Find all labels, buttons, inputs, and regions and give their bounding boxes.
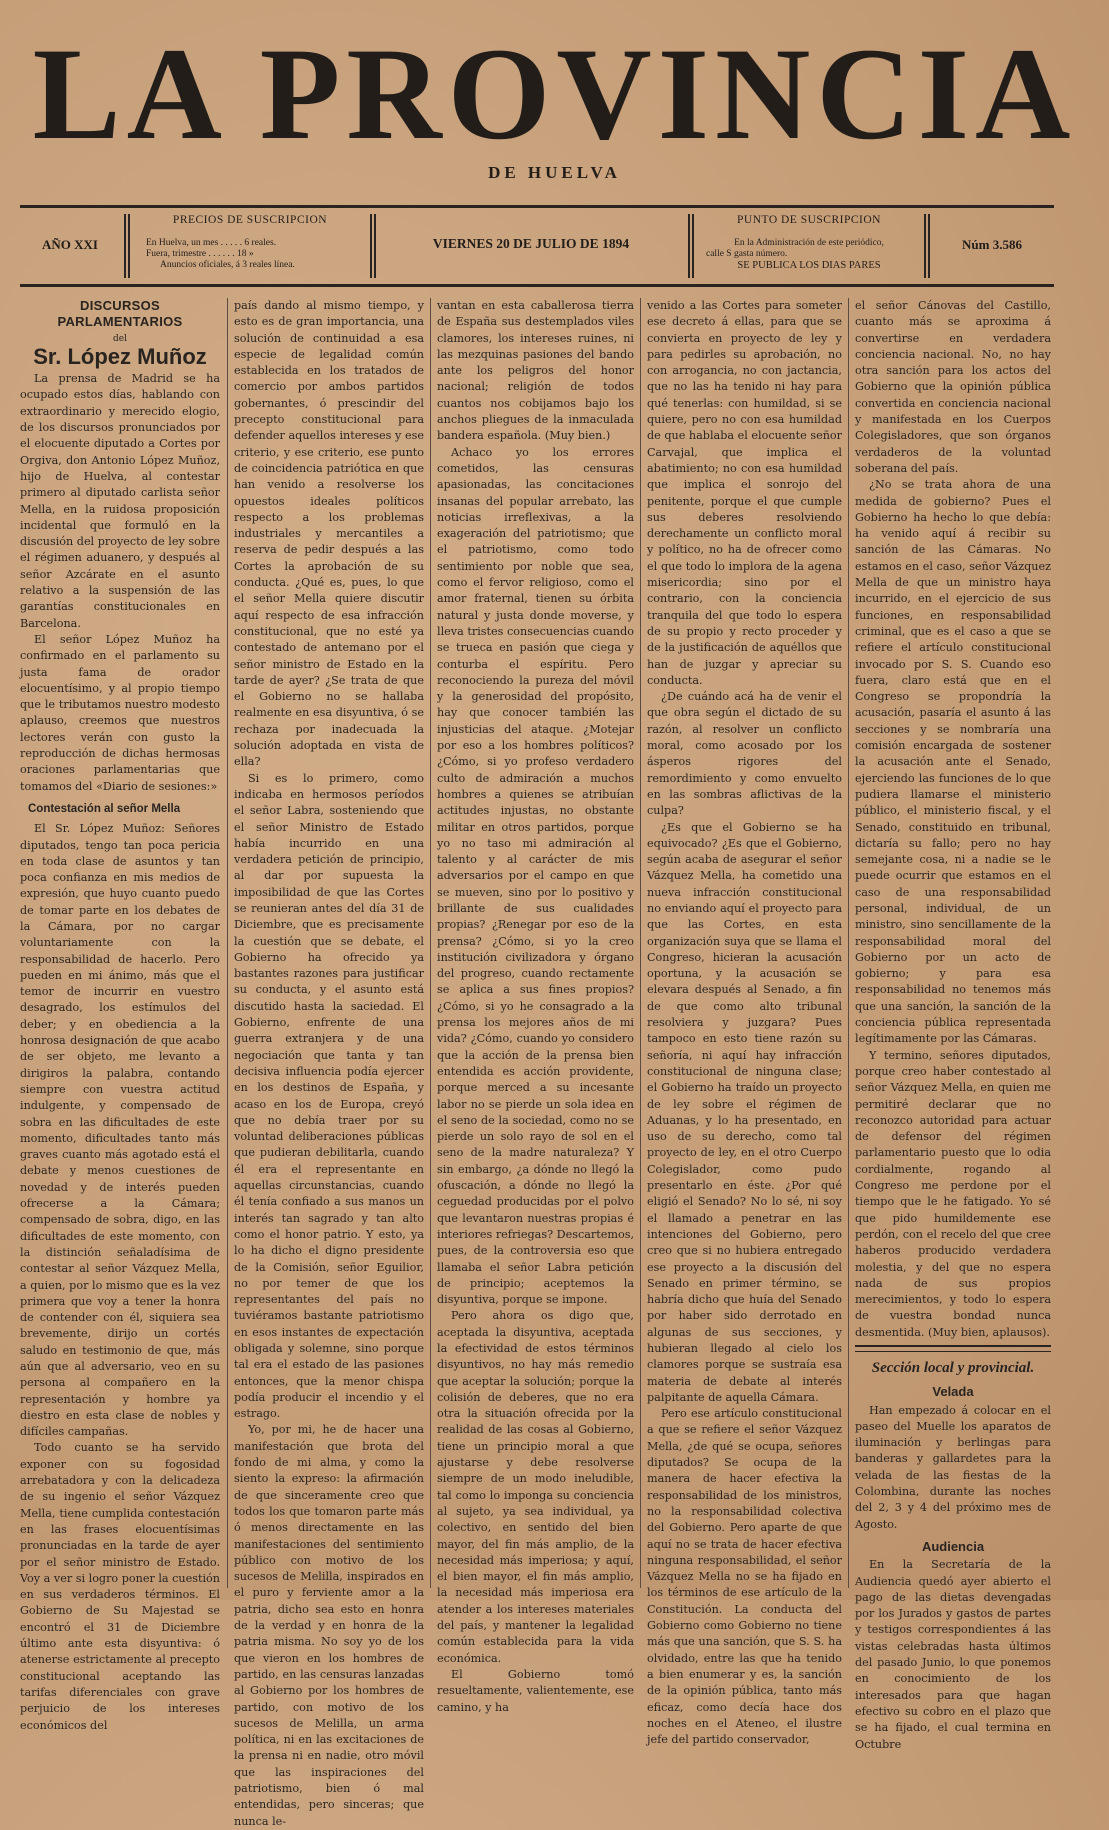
column-3 xyxy=(437,298,634,1714)
column-5 xyxy=(855,298,1051,1751)
paragraph: El Sr. López Muñoz: Señores diputados, tengo tan poca pericia en toda clase de asuntos y tan poca confianza en mis medios de expresión, que huyo cuanto puedo de tomar parte en los debates de la Cámara, por no cargar voluntariamente con la responsabilidad de hacerlo. Pero pueden en mi ánimo, más que el temor de incurrir en vuestro desagrado, los estímulos del deber; y en obediencia a la honrosa designación de que acabo de ser objeto, me levanto a dirigiros la palabra, contando siempre con vuestra actitud indulgente, y compensado de sobra en las dificultades de este momento, dificultades tanto más graves cuanto más agotado está el debate y menos cuestiones de novedad y de interés pueden ofrecerse a la Cámara; compensado de sobra, digo, en las dificultades de este momento, con la distinción señaladísima de contestar al señor Vázquez Mella, a quien, por lo mismo que es la vez primera que voy a tener la honra de contender con él, siquiera sea brevemente, dirijo un cortés saludo en testimonio de que, más aún que al adversario, veo en su persona al compañero en la representación y hombre ya diestro en esta clase de nobles y difíciles campañas. xyxy=(20,822,220,1439)
prices-block xyxy=(132,212,368,280)
subheading-contestacion: Contestación al señor Mella xyxy=(28,802,181,815)
point-title: PUNTO DE SUSCRIPCION xyxy=(737,214,881,226)
paragraph: Todo cuanto se ha servido exponer con su fogosidad arrebatadora y con la delicadeza de su ingenio el señor Vázquez Mella, tiene cumplida contestación en las frases elocuentísimas pronunciadas en la tarde de ayer por el señor ministro de Estado. Voy a ver si logro poner la cuestión en sus verdaderos términos. El Gobierno de Su Majestad se encontró el 31 de Diciembre último ante esta disyuntiva: ó atenerse estrictamente al precepto constitucional aceptando las tarifas diferenciales con grave perjuicio de los intereses económicos del xyxy=(20,1441,221,1732)
paragraph: Si es lo primero, como indicaba en hermosos períodos el señor Labra, sosteniendo que el señor Ministro de Estado había incurrido en una verdadera petición de principio, al dar por supuesta la imposibilidad de que las Cortes se reunieran antes del día 31 de Diciembre, que es precisamente la cuestión que se debate, el Gobierno ha ofrecido ya bastantes razones para justificar su conducta, y el asunto está discutido hasta la saciedad. El Gobierno, enfrente de una guerra extranjera y de una negociación que tanta y tan decisiva influencia podía ejercer en los destinos de España, y acaso en los de Europa, creyó que no debía traer por su voluntad deliberaciones públicas que pudieran debilitarla, cuando él era el representante en aquellas circunstancias, cuando él tenía confiado a sus manos un interés tan sagrado y tan alto como el honor patrio. Y esto, ya lo ha dicho el digno presidente de la Comisión, señor Eguilior, no por temer de que los representantes del país no tuviéramos bastante patriotismo en esos instantes de expectación obligada y solemne, sino porque tal era el estado de las pasiones entonces, que la menor chispa podía producir el incendio y el estrago. xyxy=(234,771,424,1421)
paragraph: El señor López Muñoz ha confirmado en el parlamento su justa fama de orador elocuentísimo, y al propio tiempo que le tributamos nuestro modesto aplauso, creemos que nuestros lectores verán con gusto la reproducción de dichas hermosas oraciones parlamentarias que tomamos del «Diario de sesiones:» xyxy=(20,632,220,793)
section-heading-local: Sección local y provincial. xyxy=(871,1360,1035,1376)
subscription-point-block xyxy=(696,212,922,280)
paragraph: ¿De cuándo acá ha de venir el que obra según el dictado de su razón, al resolver un conflicto moral, como acosado por los ásperos rigores del remordimiento y como envuelto en las sombras aflictivas de la culpa? xyxy=(647,690,842,818)
newspaper-title: LA PROVINCIA xyxy=(32,20,1077,167)
prices-line-1: En Huelva, un mes . . . . . 6 reales. xyxy=(146,238,277,248)
info-bar xyxy=(20,212,1054,280)
paragraph: La prensa de Madrid se ha ocupado estos días, hablando con extraordinario y merecido elogio, de los discursos pronunciados por el elocuente diputado a Cortes por Orgiva, don Antonio López Muñoz, hijo de Huelva, al contestar primero al diputado carlista señor Mella, en la ruidosa proposición incidental que formuló en la discusión del proyecto de ley sobre el régimen aduanero, y después al señor Azcárate en el asunto relativo a la suspensión de las garantías constitucionales en Barcelona. xyxy=(20,372,220,630)
column-4 xyxy=(647,298,842,1747)
year-label: AÑO XXI xyxy=(42,237,98,252)
section-rule xyxy=(855,1345,1051,1347)
issue-date: VIERNES 20 DE JULIO DE 1894 xyxy=(432,236,630,251)
paragraph: Y termino, señores diputados, porque creo haber contestado al señor Vázquez Mella, en quien me permitiré declarar que no reconozco autoridad para actuar de defensor del régimen parlamentario puesto que lo odia cordialmente, rogando al Congreso me perdone por el tiempo que le he fatigado. Yo sé que pido humildemente ese perdón, con el recelo del que cree haberos producido verdadera molestia, y del que no espera nada de sus propios merecimientos, y todo lo espera de vuestra bondad nunca desmentida. (Muy bien, aplausos). xyxy=(855,1048,1051,1339)
prices-title: PRECIOS DE SUSCRIPCION xyxy=(172,214,328,226)
subheading-velada: Velada xyxy=(932,1384,974,1400)
top-rule xyxy=(20,205,1054,208)
paragraph: Pero ahora os digo que, aceptada la disyuntiva, aceptada la efectividad de estos términos disyuntivos, no hay más remedio que aceptar la solución; porque la colisión de deberes, que no era otra la situación ofrecida por la realidad de las cosas al Gobierno, tiene un principio moral a que ajustarse y debe resolverse siempre de un modo ineludible, tal como lo imponga su conciencia al sujeto, ya sea individual, ya colectivo, en sentido del bien mayor, del fin más amplio, de la necesidad más imperiosa; y aquí, el bien mayor, el fin más amplio, la necesidad más imperiosa era atender a los intereses materiales del país, y mantener la legalidad común establecida para la vida económica. xyxy=(437,1309,634,1665)
point-line-2: calle S gasta número. xyxy=(706,249,788,259)
subheading-audiencia: Audiencia xyxy=(921,1538,985,1554)
paragraph: venido a las Cortes para someter ese decreto á ellas, para que se convierta en proyecto de ley y para pedirles su aprobación, no con arrogancia, no con jactancia, que no las ha tenido ni hay para qué tenerlas: con humildad, si se quiere, pero no con esa humildad de que hablaba el elocuente señor Carvajal, que implica el abatimiento; no con esa humildad que implica el sonrojo del penitente, porque el que cumple sus deberes resolviendo derechamente un conflicto moral y político, no ha de ofrecer como el que todo lo implora de la agena misericordia; sino por el contrario, con la conciencia tranquila del que todo lo espera de su propio y recto proceder y de la justificación de aquéllos que han de juzgar y apreciar su conducta. xyxy=(647,299,842,687)
point-line-1: En la Administración de este periódico, xyxy=(734,238,884,248)
issue-number: Núm 3.586 xyxy=(962,237,1022,252)
paragraph: Pero ese artículo constitucional a que se refiere el señor Vázquez Mella, ¿de qué se ocupa, señores diputados? Se ocupa de la manera de hacer efectiva la responsabilidad de los ministros, no la responsabilidad colectiva del Gobierno. Pero aparte de que aquí no se trata de hacer efectiva ninguna responsabilidad, el señor Vázquez Mella no se ha fijado en los términos de ese artículo de la Constitución. La conducta del Gobierno como Gobierno no tiene más que una sanción, que S. S. ha olvidado, entre las que ha tenido a bien enumerar y es, la sanción de la opinión pública, tanto más eficaz, como decía hace dos noches en el Ateneo, el ilustre jefe del partido conservador, xyxy=(647,1407,842,1747)
paragraph: ¿Es que el Gobierno se ha equivocado? ¿Es que el Gobierno, según acaba de asegurar el señor Vázquez Mella, ha cometido una nueva infracción constitucional no enviando aquí el proyecto para que las Cortes, en esta organización suya que se llama el Congreso, hicieran la acusación oportuna, y la acusación se elevara después al Senado, a fin de que como alto tribunal resolviera y juzgara? Pues tampoco en esto tiene razón su señoría, ni aquí hay infracción constitucional de ninguna clase; el Gobierno ha traído un proyecto de ley sobre el régimen de Aduanas, y lo ha presentado, en uso de su derecho, como tal proyecto de ley, en el otro Cuerpo Colegislador, como pudo presentarlo en éste. ¿Por qué eligió el Senado? No lo sé, ni soy el llamado a penetrar en las intenciones del Gobierno, pero creo que si no hubiera entregado ese proyecto a la discusión del Senado en primer término, se habría dicho que huía del Senado por haber sido derrotado en algunas de sus secciones, y hubieran llegado al cielo los clamores porque se sustraía esa materia de debate al interés palpitante de aquella Cámara. xyxy=(647,820,842,1404)
paragraph: vantan en esta caballerosa tierra de España sus destemplados viles clamores, los intereses ruines, ni las mezquinas pasiones del bando ante los peligros del honor nacional; religión de todos cuantos nos cobijamos bajo los anchos pliegues de la inmaculada bandera española. (Muy bien.) xyxy=(437,299,634,443)
paragraph: Yo, por mi, he de hacer una manifestación que brota del fondo de mi alma, y como la siento la expreso: la afirmación de que sinceramente creo que todos los que tomaron parte más ó menos directamente en las manifestaciones del sentimiento público con motivo de los sucesos de Melilla, inspirados en el puro y ferviente amor a la patria, dicho sea esto en honra de la verdad y en honra de la patria misma. No soy yo de los que vieron en los hombres de partido, en las censuras lanzadas al Gobierno por los hombres de partido, con motivo de los sucesos de Melilla, un arma política, ni en las excitaciones de la prensa ni en nadie, otro móvil que las inspiraciones del patriotismo, bien ó mal entendidas, pero sinceras; que nunca le- xyxy=(234,1423,424,1828)
point-line-3: SE PUBLICA LOS DIAS PARES xyxy=(737,260,881,271)
headline-lopez-munoz: Sr. López Muñoz xyxy=(33,343,207,369)
prices-line-3: Anuncios oficiales, á 3 reales línea. xyxy=(160,260,295,270)
newspaper-subtitle: DE HUELVA xyxy=(488,163,621,182)
paragraph: El Gobierno tomó resueltamente, valientemente, ese camino, y ha xyxy=(437,1667,634,1714)
paragraph: Han empezado á colocar en el paseo del Muelle los aparatos de iluminación y berlingas para banderas y gallardetes para la velada de las fiestas de la Colombina, durante las noches del 2, 3 y 4 del próximo mes de Agosto. xyxy=(855,1403,1051,1531)
paragraph: Achaco yo los errores cometidos, las censuras apasionadas, las concitaciones insanas del popular arrebato, las noticias irreflexivas, a la exageración del patriotismo; que el patriotismo, como todo sentimiento por noble que sea, como el fervor religioso, como el amor fraternal, tienen su órbita natural y justa donde moverse, y lleva tristes consecuencias cuando se trueca en pasión que ciega y conturba el espíritu. Pero reconociendo la pureza del móvil y la generosidad del propósito, hay que conocer también las injusticias del ataque. ¿Motejar por eso a los hombres políticos? ¿Cómo, si yo profeso verdadero culto de admiración a muchos hombres a quienes se atribuían actitudes injustas, no obstante militar en otros partidos, porque yo no taso mi admiración al talento y al carácter de mis adversarios por el campo en que se mueven, sino por lo positivo y brillante de sus cualidades propias? ¿Renegar por eso de la prensa? ¿Cómo, si yo la creo institución civilizadora y órgano del progreso, cuando rectamente se aplica a sus fines propios? ¿Cómo, si yo he consagrado a la prensa los mejores años de mi vida? ¿Cómo, cuando yo considero que la acción de la prensa bien entendida es acción providente, porque merced a su incesante labor no se pierde un sola idea en el seno de la sociedad, como no se pierde un solo rayo de sol en el seno de la madre naturaleza? Y sin embargo, ¿a dónde no llegó la ofuscación, a dónde no llegó la ceguedad producidas por el polvo que levantaron nuestras propias é interiores refriegas? Descartemos, pues, de la controversia eso que llamaba el señor Labra petición de principio; aceptemos la disyuntiva, porque se impone. xyxy=(437,445,634,1307)
paragraph: ¿No se trata ahora de una medida de gobierno? Pues el Gobierno ha hecho lo que debía: ha venido aquí á recibir su sanción de las Cámaras. No estamos en el caso, señor Vázquez Mella de que un ministro haya incurrido, en el ejercicio de sus funciones, en responsabilidad criminal, que es el caso a que se refiere el artículo constitucional invocado por S. S. Cuando eso fuera, claro está que en el Congreso se propondría la acusación, pasaría el asunto á las secciones y se nombraría una comisión encargada de sostener la acusación ante el Senado, ejerciendo las funciones de lo que pudiera llamarse el ministerio público, el ministerio fiscal, y el Senado, constituido en tribunal, dictaría su fallo; pero no hay semejante cosa, ni a nadie se le puede ocurrir que estamos en el caso de una responsabilidad personal, individual, de un ministro, sino sencillamente de la responsabilidad moral del Gobierno por un acto de gobierno; y para esa responsabilidad no tenemos más que una sanción, la sanción de la conciencia pública representada legítimamente por las Cámaras. xyxy=(855,478,1051,1046)
paragraph: En la Secretaría de la Audiencia quedó ayer abierto el pago de las dietas devengadas por los Jurados y gastos de partes y testigos correspondientes á las vistas celebradas hasta últimos del pasado Junio, lo que ponemos en conocimiento de los interesados para que hagan efectivo su cobro en el plazo que se ha fijado, el cual termina en Octubre xyxy=(855,1558,1051,1751)
paragraph: país dando al mismo tiempo, y esto es de gran importancia, una solución de continuidad a esa especie de legalidad común establecida en los tratados de comercio por ambos partidos gobernantes, ó prescindir del precepto constitucional para defender aquellos intereses y ese criterio, y ese criterio, ese punto de coincidencia patriótica en que han venido a resolverse los opuestos ideales políticos respecto a los problemas industriales y mercantiles a reserva de pedir después a las Cortes la aprobación de su conducta. ¿Qué es, pues, lo que el señor Mella quiere discutir aquí respecto de esa infracción constitucional, que no esté ya contestado de antemano por el señor ministro de Estado en la tarde de ayer? ¿Se trata de que el Gobierno no se hallaba realmente en esa disyuntiva, ó se rechaza por inadecuada la solución adoptada en vista de ella? xyxy=(234,299,424,769)
prices-line-2: Fuera, trimestre . . . . . . 18 » xyxy=(146,249,254,259)
paragraph: el señor Cánovas del Castillo, cuanto más se aproxima á convertirse en verdadera conciencia nacional. No, no hay otra sanción para los actos del Gobierno que la opinión pública convertida en conciencia nacional y manifestada en los Cuerpos Colegisladores, que son órganos verdaderos de la voluntad soberana del país. xyxy=(855,299,1051,475)
section-rule xyxy=(855,1351,1051,1352)
headline-del: del xyxy=(113,333,127,344)
headline-discursos: DISCURSOS PARLAMENTARIOS xyxy=(57,298,183,330)
column-2 xyxy=(234,298,424,1828)
bottom-rule xyxy=(20,284,1054,287)
column-1 xyxy=(20,298,221,1732)
